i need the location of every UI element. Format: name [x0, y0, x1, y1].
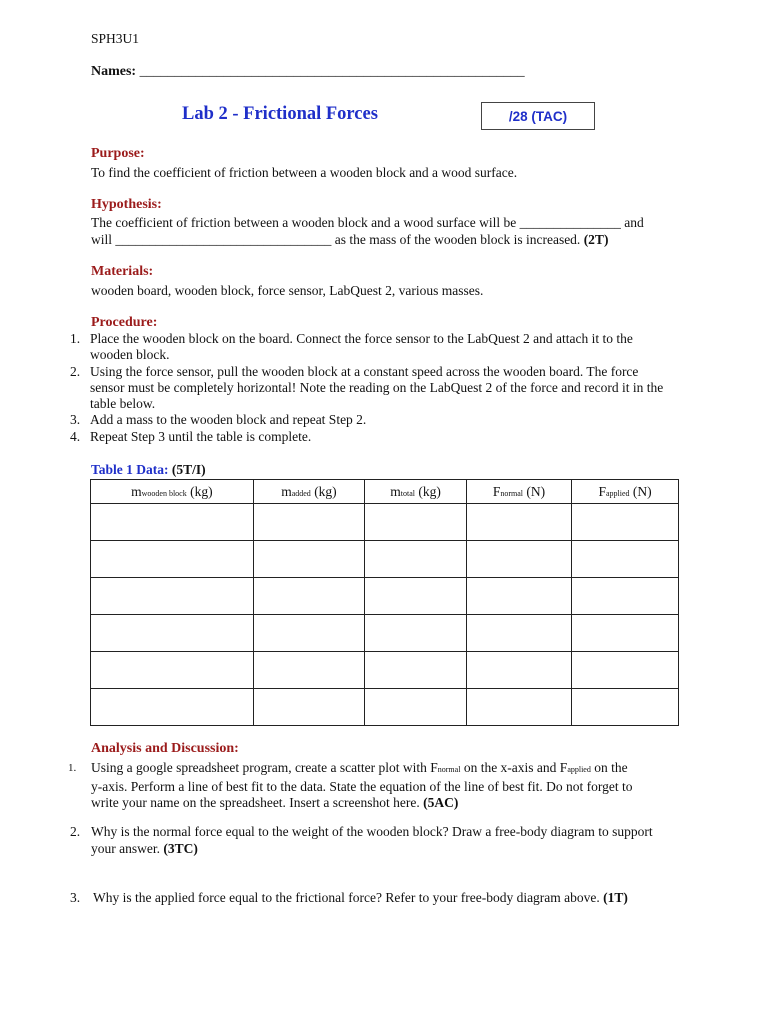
- hypothesis-line-1: The coefficient of friction between a wooden block and a wood surface will be _______________ and: [91, 215, 644, 230]
- table-cell[interactable]: [253, 504, 364, 541]
- procedure-heading: Procedure:: [91, 315, 158, 330]
- q3-line-1: Why is the applied force equal to the frictional force? Refer to your free-body diagram above. (1T): [93, 890, 628, 905]
- procedure-step-1: [70, 331, 690, 364]
- step-number: 4.: [70, 428, 81, 444]
- table-header-row: [91, 480, 679, 504]
- col-m-total: mtotal (kg): [365, 480, 467, 504]
- question-number: 2.: [70, 824, 81, 839]
- step-line: sensor must be completely horizontal! Note the reading on the LabQuest 2 of the force and record it in the: [90, 379, 664, 395]
- table-cell[interactable]: [91, 541, 254, 578]
- step-line: table below.: [90, 396, 156, 412]
- names-line: [91, 64, 525, 80]
- table-cell[interactable]: [572, 541, 679, 578]
- table-cell[interactable]: [253, 652, 364, 689]
- step-line: Add a mass to the wooden block and repeat Step 2.: [90, 412, 367, 428]
- q1-line-1: Using a google spreadsheet program, create a scatter plot with Fnormal on the x-axis and Fapplied on the: [91, 760, 628, 775]
- step-number: 2.: [70, 363, 81, 379]
- table-mark: (5T/I): [171, 462, 206, 477]
- names-blank: _______________________________________________________: [139, 64, 525, 79]
- names-label: Names:: [91, 64, 137, 79]
- table-cell[interactable]: [365, 541, 467, 578]
- step-line: Using the force sensor, pull the wooden block at a constant speed across the wooden board. The force: [90, 363, 639, 379]
- q2-line-2: your answer. (3TC): [91, 840, 198, 856]
- table-row: [91, 504, 679, 541]
- step-line: Repeat Step 3 until the table is complete.: [90, 428, 312, 444]
- step-number: 3.: [70, 412, 81, 428]
- materials-heading: Materials:: [91, 264, 154, 279]
- step-number: 1.: [70, 331, 81, 346]
- hypothesis-heading: Hypothesis:: [91, 197, 162, 212]
- table-cell[interactable]: [253, 615, 364, 652]
- procedure-step-2: [70, 364, 690, 413]
- col-f-normal: Fnormal (N): [466, 480, 571, 504]
- table-row: [91, 578, 679, 615]
- hypothesis-line-2: [91, 232, 608, 249]
- step-line: wooden block.: [90, 347, 170, 363]
- table-cell[interactable]: [466, 504, 571, 541]
- table-cell[interactable]: [365, 689, 467, 726]
- procedure-step-3: [70, 412, 690, 428]
- analysis-heading: Analysis and Discussion:: [91, 741, 239, 756]
- score-box: /28 (TAC): [481, 102, 595, 130]
- q1-line-2: y-axis. Perform a line of best fit to the data. State the equation of the line of best fit. Do not forget to: [91, 778, 633, 794]
- materials-text: wooden board, wooden block, force sensor, LabQuest 2, various masses.: [91, 283, 484, 298]
- table-cell[interactable]: [466, 615, 571, 652]
- table-row: [91, 615, 679, 652]
- q2-line-1: Why is the normal force equal to the weight of the wooden block? Draw a free-body diagram to support: [91, 824, 653, 839]
- table-cell[interactable]: [91, 615, 254, 652]
- table-caption: [91, 462, 206, 478]
- table-cell[interactable]: [466, 652, 571, 689]
- table-cell[interactable]: [253, 541, 364, 578]
- hypothesis-line-2-text: will ________________________________ as the mass of the wooden block is increased.: [91, 232, 581, 247]
- table-cell[interactable]: [572, 615, 679, 652]
- table-cell[interactable]: [572, 652, 679, 689]
- course-code: SPH3U1: [91, 31, 140, 46]
- table-cell[interactable]: [466, 541, 571, 578]
- table-cell[interactable]: [466, 689, 571, 726]
- col-m-wooden-block: mwooden block (kg): [91, 480, 254, 504]
- q1-line-3: write your name on the spreadsheet. Insert a screenshot here. (5AC): [91, 795, 459, 810]
- table-row: [91, 689, 679, 726]
- table-caption-text: Table 1 Data:: [91, 462, 169, 477]
- table-cell[interactable]: [91, 652, 254, 689]
- purpose-heading: Purpose:: [91, 146, 145, 161]
- purpose-text: To find the coefficient of friction between a wooden block and a wood surface.: [91, 165, 518, 180]
- table-cell[interactable]: [365, 652, 467, 689]
- hypothesis-mark: (2T): [583, 232, 609, 247]
- procedure-list: [70, 331, 690, 445]
- question-number: 3.: [70, 890, 81, 905]
- table-cell[interactable]: [91, 689, 254, 726]
- table-row: [91, 652, 679, 689]
- col-m-added: madded (kg): [253, 480, 364, 504]
- table-cell[interactable]: [91, 504, 254, 541]
- procedure-step-4: [70, 429, 690, 445]
- step-line: Place the wooden block on the board. Connect the force sensor to the LabQuest 2 and attach it to the: [90, 331, 633, 346]
- table-cell[interactable]: [253, 689, 364, 726]
- table-cell[interactable]: [365, 504, 467, 541]
- page-title: Lab 2 - Frictional Forces: [182, 104, 378, 124]
- table-cell[interactable]: [572, 689, 679, 726]
- table-cell[interactable]: [365, 578, 467, 615]
- question-number: 1.: [68, 762, 77, 774]
- table-cell[interactable]: [91, 578, 254, 615]
- table-cell[interactable]: [572, 578, 679, 615]
- col-f-applied: Fapplied (N): [572, 480, 679, 504]
- table-cell[interactable]: [572, 504, 679, 541]
- analysis-q3: [70, 890, 690, 907]
- data-table: [90, 479, 679, 726]
- table-cell[interactable]: [253, 578, 364, 615]
- analysis-q1: [68, 760, 688, 812]
- table-cell[interactable]: [365, 615, 467, 652]
- table-cell[interactable]: [466, 578, 571, 615]
- analysis-q2: [70, 824, 690, 857]
- table-row: [91, 541, 679, 578]
